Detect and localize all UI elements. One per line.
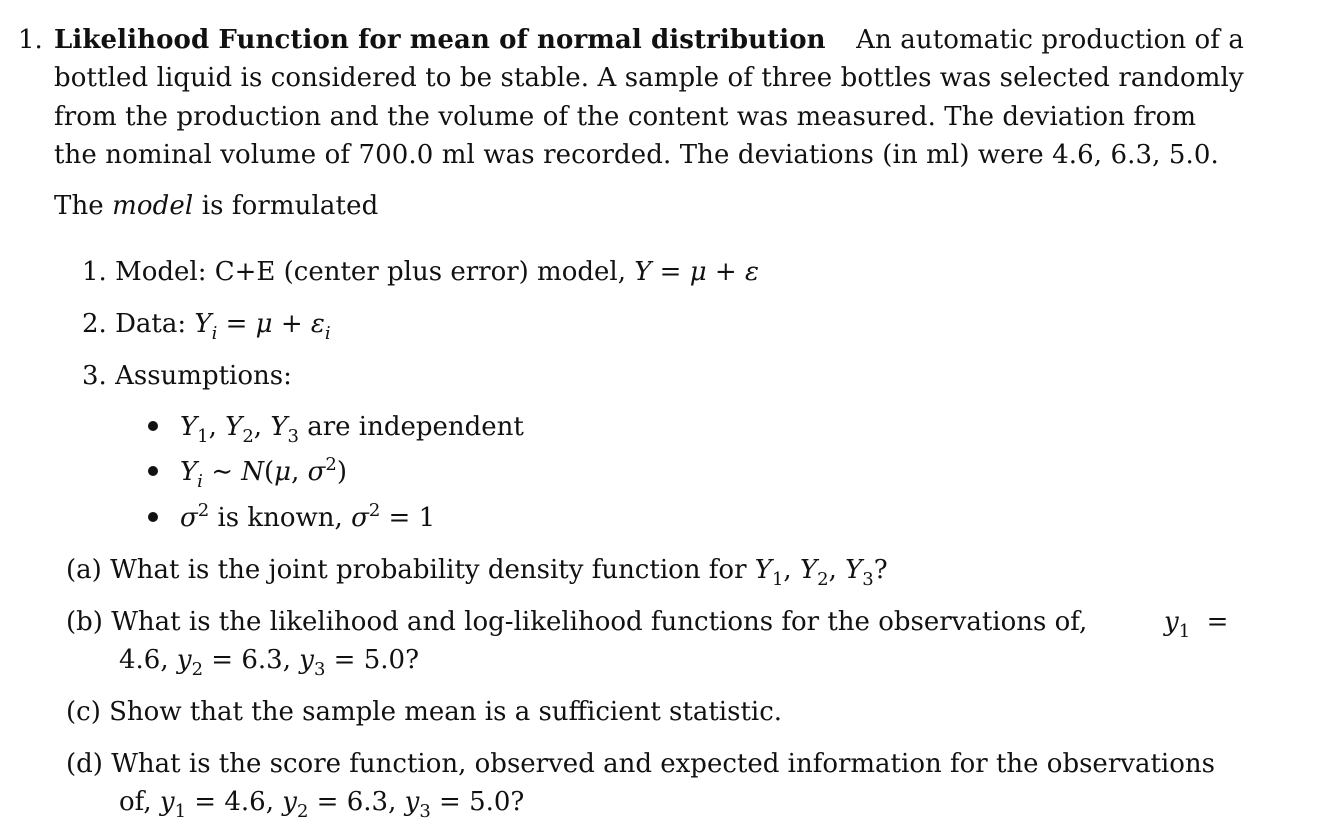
model-intro: The model is formulated [54, 191, 379, 221]
model-equation: Y = μ + ε [634, 257, 759, 287]
question-d: (d) What is the score function, observed and expected information for the observations [66, 749, 1215, 779]
intro-line-2: bottled liquid is considered to be stable. A sample of three bottles was selected randomly [54, 63, 1244, 93]
question-c: (c) Show that the sample mean is a sufficient statistic. [66, 697, 783, 727]
model-item-3: 3. Assumptions: [82, 361, 292, 391]
assumption-2 [148, 456, 347, 491]
assumption-2-math: $Y_i$ ∼ N(μ, $\sigma^2$) [180, 454, 347, 492]
bullet-icon [148, 466, 158, 476]
intro-line-3: from the production and the volume of the content was measured. The deviation from [54, 102, 1197, 132]
model-word: model [112, 191, 194, 221]
bullet-icon [148, 421, 158, 431]
bullet-icon [148, 512, 158, 522]
assumption-1-math: $Y_1$, $Y_2$, $Y_3$ [180, 412, 299, 447]
intro-line-1 [54, 24, 1244, 56]
question-b: (b) What is the likelihood and log-likelihood functions for the observations of, [66, 607, 1088, 637]
assumption-1: $Y_1$, $Y_2$, $Y_3$ are independent [148, 411, 524, 446]
assumption-3: $\sigma^2$ is known, $\sigma^2 = 1$ [148, 502, 435, 537]
model-item-1: 1. Model: C+E (center plus error) model, Y = μ + ε [82, 257, 759, 287]
question-a: (a) What is the joint probability density function for $Y_1$, $Y_2$, $Y_3$? [66, 555, 888, 590]
intro-line-1-rest: An automatic production of a [856, 25, 1244, 55]
problem-number: 1. [18, 25, 43, 55]
problem-title: Likelihood Function for mean of normal distribution [54, 25, 826, 55]
intro-line-4: the nominal volume of 700.0 ml was recorded. The deviations (in ml) were 4.6, 6.3, 5.0. [54, 140, 1219, 170]
question-d-line-2: of, $y_1 = 4.6$, $y_2 = 6.3$, $y_3 = 5.0$? [119, 787, 525, 822]
data-equation: $Y_i = \mu + \varepsilon_i$ [194, 309, 331, 344]
question-b-math-end: $y_1$ = [1164, 607, 1229, 642]
question-b-line-2: 4.6, $y_2 = 6.3$, $y_3 = 5.0$? [119, 645, 420, 680]
model-item-2: 2. Data: $Y_i = \mu + \varepsilon_i$ [82, 309, 331, 344]
